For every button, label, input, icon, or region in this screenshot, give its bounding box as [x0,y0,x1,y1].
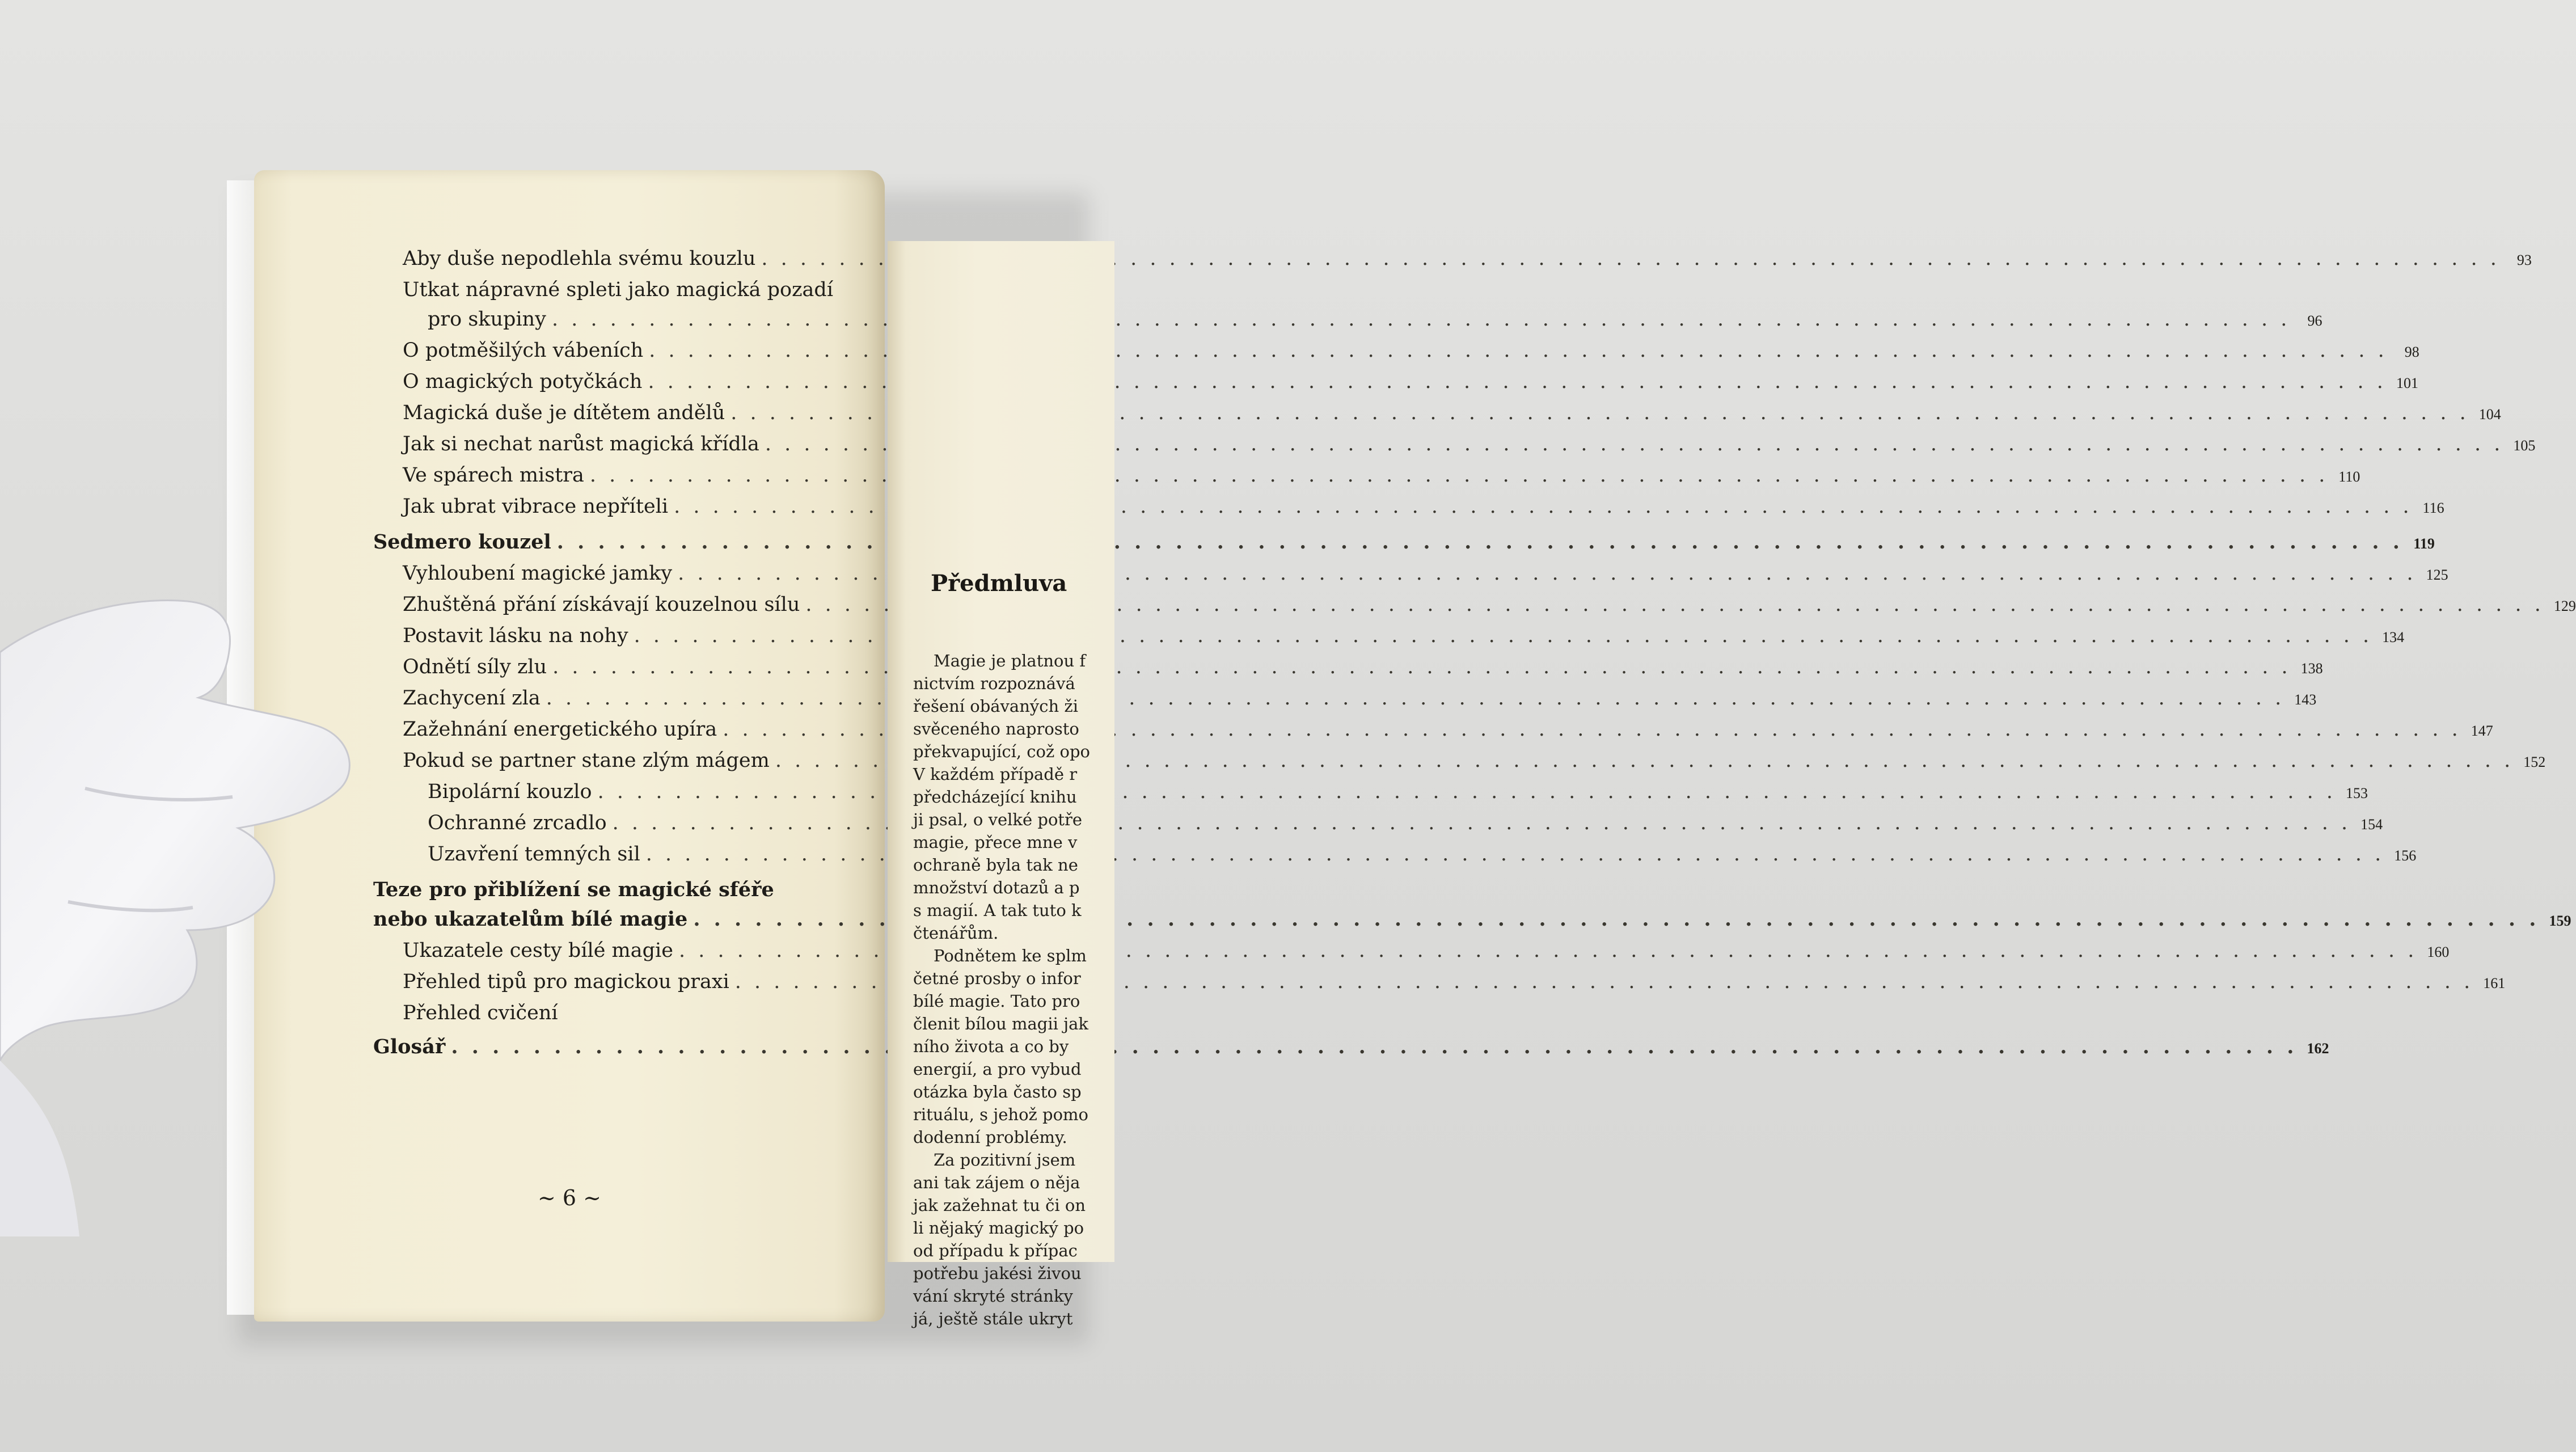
toc-entry-label: Jak si nechat narůst magická křídla [403,433,759,455]
toc-entry-label: Uzavření temných sil [428,843,640,866]
text-line: svěceného naprosto [913,719,1079,738]
toc-page-number: 93 [2516,252,2532,268]
text-line: čtenářům. [913,923,999,943]
toc-entry [373,461,2360,492]
toc-entry-label: Zažehnání energetického upíra [403,718,717,741]
toc-page-number: 154 [2360,816,2383,833]
toc-page-number: 129 [2553,598,2576,614]
toc-page-number: 138 [2300,660,2323,677]
text-line: Magie je platnou f [934,651,1086,670]
toc-page-number: 104 [2478,406,2501,423]
toc-entry [373,398,2501,429]
toc-entry [373,367,2418,398]
text-line: dodenní problémy. [913,1128,1067,1147]
toc-page-number: 105 [2513,437,2536,454]
toc-entry-label: Teze pro přiblížení se magické sféře [373,878,774,901]
toc-page-number: 116 [2422,500,2444,516]
toc-page-number: 96 [2307,313,2322,329]
text-line: s magií. A tak tuto k [913,901,1082,920]
toc-page-number: 159 [2549,913,2571,929]
text-line: otázka byla často sp [913,1082,1082,1101]
toc-page-number: 134 [2382,629,2405,645]
text-line: překvapující, což opo [913,742,1090,761]
toc-entry [373,998,850,1028]
toc-page-number: 110 [2338,468,2360,485]
toc-entry-label: Sedmero kouzel [373,530,551,554]
toc-entry-label: pro skupiny [428,308,546,331]
toc-page-number: 152 [2523,754,2546,770]
toc-page-number: 156 [2394,847,2417,864]
toc-page-number: 160 [2427,944,2450,960]
text-line: od případu k přípac [913,1241,1078,1260]
text-line: V každém případě r [913,765,1078,784]
text-line: vání skryté stránky [913,1286,1073,1306]
text-line: množství dotazů a p [913,878,1080,897]
text-line: Za pozitivní jsem [934,1150,1076,1170]
text-line: energií, a pro vybud [913,1060,1082,1079]
toc-entry [373,590,2576,621]
toc-entry-label: Magická duše je dítětem andělů [403,402,725,424]
toc-entry-label: Ochranné zrcadlo [428,812,607,834]
toc-entry-label: Glosář [373,1035,446,1058]
text-line: ochraně byla tak ne [913,855,1078,875]
toc-entry-label: Zhuštěná přání získávají kouzelnou sílu [403,593,800,616]
toc-entry-label: O potměšilých vábeních [403,339,644,362]
toc-leader-dots [546,683,2284,713]
text-line: bílé magie. Tato pro [913,991,1080,1011]
toc-page-number: 119 [2413,535,2435,552]
gloved-hand [0,584,363,1236]
toc-leader-dots [451,1032,2297,1062]
toc-leader-dots [557,527,2403,557]
toc-page-number: 162 [2307,1040,2329,1057]
text-line: potřebu jakési živou [913,1264,1082,1283]
text-line: jak zažehnat tu či on [913,1196,1086,1215]
toc-entry [373,305,2322,336]
toc-entry-label: O magických potyčkách [403,370,643,393]
toc-entry-label: Jak ubrat vibrace nepříteli [403,495,669,518]
toc-entry [373,336,2419,367]
toc-entry-label: Vyhloubení magické jamky [403,562,673,585]
toc-page-number: 161 [2483,975,2506,991]
toc-leader-dots [552,305,2290,334]
toc-entry [373,244,2532,275]
toc-entry [373,492,2444,523]
toc-leader-dots [590,461,2328,490]
page-number: ~ 6 ~ [537,1185,601,1210]
text-line: členit bílou magii jak [913,1014,1088,1033]
toc-page-number: 147 [2471,723,2493,739]
toc-entry [373,875,850,905]
toc-leader-dots [598,777,2336,807]
chapter-text [913,649,1208,1330]
right-page [888,241,1114,1328]
toc-page-number: 98 [2404,344,2419,360]
toc-entry-label: Ve spárech mistra [403,464,584,487]
text-line: ního života a co by [913,1037,1069,1056]
toc-entry [373,275,850,305]
text-line: ani tak zájem o něja [913,1173,1080,1192]
text-line: nictvím rozpoznává [913,674,1075,693]
toc-entry-label: Ukazatele cesty bílé magie [403,939,673,962]
text-line: li nějaký magický po [913,1218,1084,1238]
text-line: ji psal, o velké potře [913,810,1083,829]
text-line: řešení obávaných ži [913,697,1078,716]
text-line: já, ještě stále ukryt [913,1309,1073,1328]
toc-entry-label: Postavit lásku na nohy [403,624,628,647]
toc-entry-label: Přehled tipů pro magickou praxi [403,970,729,993]
toc-page-number: 153 [2346,785,2368,801]
toc-entry-label: nebo ukazatelům bílé magie [373,907,688,931]
toc-page-number: 143 [2294,691,2317,708]
toc-entry [373,621,2405,652]
text-line: Podnětem ke splm [934,946,1087,965]
toc-page-number: 125 [2426,567,2448,583]
toc-entry-label: Pokud se partner stane zlým mágem [403,749,770,772]
chapter-title: Předmluva [931,570,1067,597]
text-line: četné prosby o infor [913,969,1081,988]
toc-entry [373,527,2435,559]
toc-leader-dots [552,652,2291,682]
toc-entry-label: Bipolární kouzlo [428,780,592,803]
toc-entry-label: Odnětí síly zlu [403,656,547,678]
text-line: magie, přece mne v [913,833,1078,852]
toc-entry [373,429,2536,461]
text-line: rituálu, s jehož pomo [913,1105,1089,1124]
toc-entry-label: Utkat nápravné spleti jako magická pozadí [403,278,834,301]
toc-entry-label: Aby duše nepodlehla svému kouzlu [403,247,756,270]
toc-entry-label: Zachycení zla [403,687,540,710]
toc-leader-dots [613,808,2351,838]
toc-page-number: 101 [2396,375,2418,391]
toc-entry-label: Přehled cvičení [403,1002,558,1024]
text-line: předcházející knihu [913,787,1077,807]
